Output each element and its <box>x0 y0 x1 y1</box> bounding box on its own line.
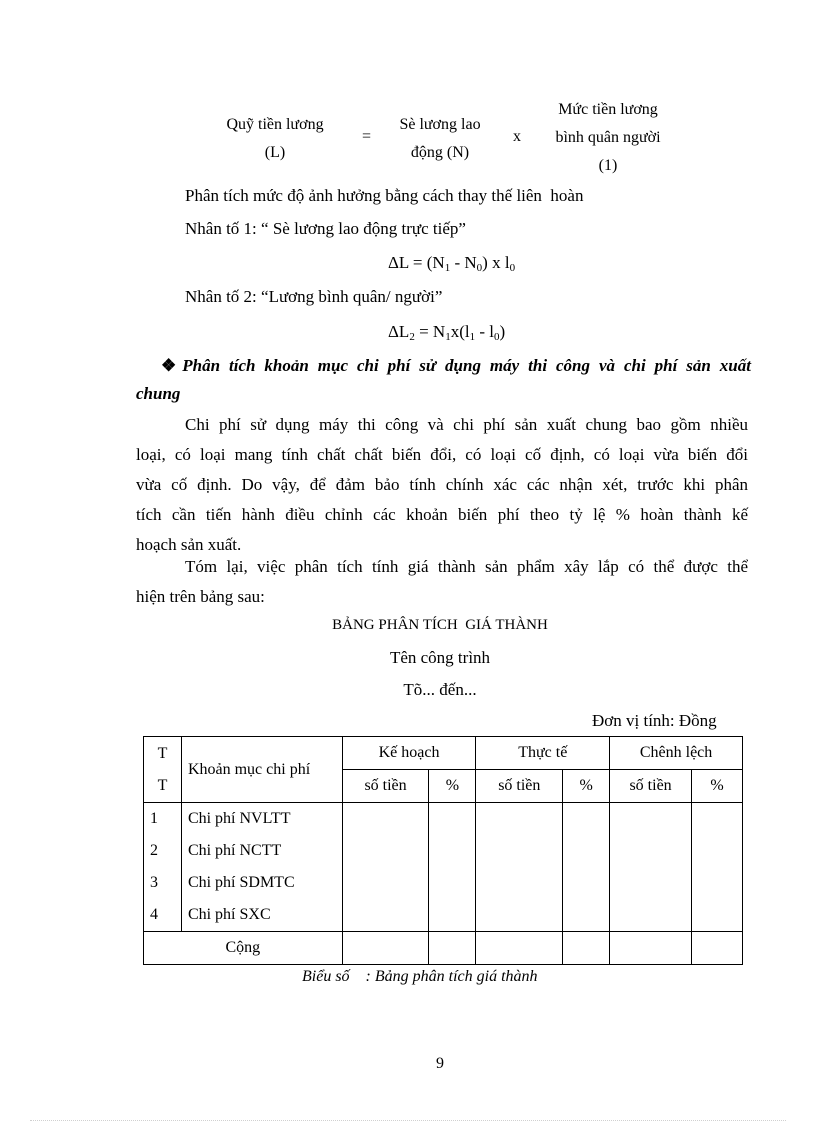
group-header-actual: Thực tế <box>476 737 610 770</box>
group-header-difference: Chênh lệch <box>610 737 743 770</box>
section-heading-line1: Phân tích khoản mục chi phí sử dụng máy thi công và chi phí sản xuất <box>182 356 751 375</box>
sub-header-percent: % <box>563 770 610 803</box>
table-row: 4 Chi phí SXC <box>144 899 743 932</box>
formula-left-line1: Quỹ tiền lương <box>226 116 324 133</box>
group-header-plan: Kế hoạch <box>342 737 476 770</box>
formula-right-line3: (1) <box>598 157 618 174</box>
cost-analysis-table <box>143 736 743 965</box>
table-subtitle-project: Tên công trình <box>389 648 491 667</box>
table-total-row <box>144 932 743 965</box>
factor2-label: Nhân tố 2: “Lương bình quân/ người” <box>185 287 443 306</box>
formula-right <box>538 96 678 180</box>
item-header: Khoản mục chi phí <box>181 737 342 803</box>
factor2-formula: $\Delta L_2 = N_1x(l_1 - l_0)$ <box>388 322 506 343</box>
sub-header-percent: % <box>691 770 742 803</box>
sub-header-amount: số tiền <box>610 770 692 803</box>
table-caption: Biểu số : Bảng phân tích giá thành <box>302 968 538 985</box>
sub-header-amount: số tiền <box>476 770 563 803</box>
formula-middle <box>380 111 500 167</box>
formula-right-line1: Mức tiền lương <box>558 101 658 118</box>
formula-times: x <box>513 128 521 145</box>
formula-middle-line1: Sè lương lao <box>399 116 481 133</box>
formula-right-line2: bình quân người <box>555 129 661 146</box>
factor1-formula: $\Delta L = (N_1 - N_0)$ x $l_0$ <box>388 253 516 274</box>
formula-left <box>210 111 340 167</box>
formula-equals: = <box>362 128 372 145</box>
diamond-bullet-icon: ❖ <box>161 356 177 375</box>
tt-header: T T <box>144 737 182 803</box>
sub-header-amount: số tiền <box>342 770 429 803</box>
table-row: 1 Chi phí NVLTT <box>144 803 743 836</box>
table-row: 2 Chi phí NCTT <box>144 835 743 867</box>
section-heading-line2: chung <box>136 384 181 403</box>
unit-label: Đơn vị tính: Đồng <box>592 711 717 730</box>
analysis-intro: Phân tích mức độ ảnh hưởng bằng cách thay thế liên hoàn <box>185 186 584 205</box>
table-subtitle-period: Tõ... đến... <box>403 680 477 699</box>
page-number: 9 <box>436 1055 444 1072</box>
total-label: Cộng <box>144 932 343 965</box>
table-row: 3 Chi phí SDMTC <box>144 867 743 899</box>
page-bottom-border <box>30 1120 786 1121</box>
table-header-row-1 <box>144 737 743 770</box>
table-title: BẢNG PHÂN TÍCH GIÁ THÀNH <box>332 617 548 633</box>
section-heading <box>136 352 751 408</box>
paragraph-2: Tóm lại, việc phân tích tính giá thành sản phẩm xây lắp có thể được thể hiện trên bảng sau: <box>136 557 748 606</box>
factor1-label: Nhân tố 1: “ Sè lương lao động trực tiếp” <box>185 219 466 238</box>
formula-middle-line2: động (N) <box>410 144 470 161</box>
sub-header-percent: % <box>429 770 476 803</box>
paragraph-1: Chi phí sử dụng máy thi công và chi phí sản xuất chung bao gồm nhiều loại, có loại mang tính chất chất biến đổi, có loại cố định, có loại vừa biến đổi vừa cố định. Do vậy, để đảm bảo tính chính xác các nhận xét, trước khi phân tích cần tiến hành điều chỉnh các khoản biến phí theo tỷ lệ % hoàn thành kế hoạch sản xuất. <box>136 415 748 554</box>
formula-left-line2: (L) <box>264 144 286 161</box>
